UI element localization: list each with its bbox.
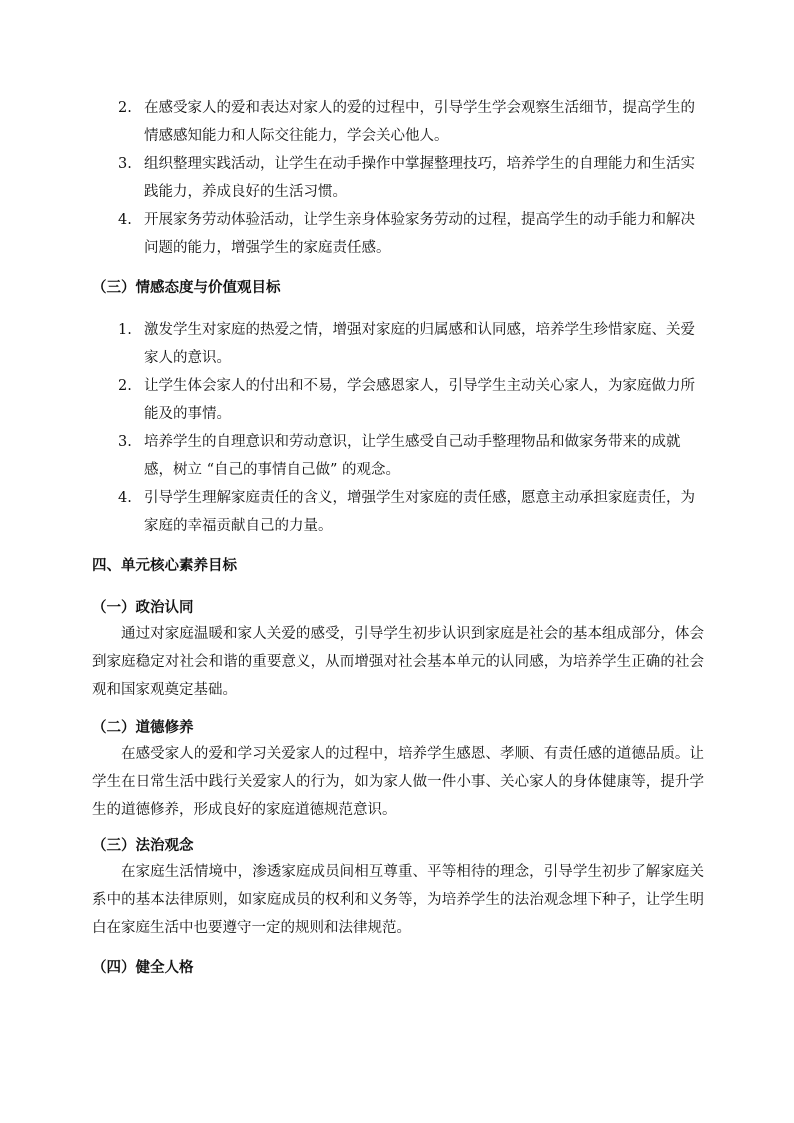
- section-paragraph: 在家庭生活情境中，渗透家庭成员间相互尊重、平等相待的理念，引导学生初步了解家庭关系中的基本法律原则，如家庭成员的权利和义务等，为培养学生的法治观念埋下种子，让学生明白在家庭生活中也要遵守一定的规则和法律规范。: [92, 864, 704, 936]
- section-heading: （一）政治认同: [92, 600, 194, 616]
- section-heading: （三）情感态度与价值观目标: [92, 280, 281, 296]
- section-paragraph: 通过对家庭温暖和家人关爱的感受，引导学生初步认识到家庭是社会的基本组成部分，体会到家庭稳定对社会和谐的重要意义，从而增强对社会基本单元的认同感，为培养学生正确的社会观和国家观奠定基础。: [92, 626, 704, 698]
- list-text: 激发学生对家庭的热爱之情，增强对家庭的归属感和认同感，培养学生珍惜家庭、关爱家人的意识。: [144, 322, 695, 366]
- list-number: 2.: [118, 378, 132, 394]
- list-number: 2.: [118, 100, 132, 116]
- list-item: [118, 94, 708, 150]
- list-number: 4.: [118, 490, 132, 506]
- section-heading: （四）健全人格: [92, 960, 194, 976]
- chapter-heading: 四、单元核心素养目标: [92, 558, 237, 574]
- section-heading: （三）法治观念: [92, 838, 194, 854]
- list-number: 3.: [118, 156, 132, 172]
- section-heading: （二）道德修养: [92, 720, 194, 736]
- list-number: 1.: [118, 322, 132, 338]
- list-text: 让学生体会家人的付出和不易，学会感恩家人，引导学生主动关心家人，为家庭做力所能及的事情。: [144, 378, 695, 422]
- list-text: 培养学生的自理意识和劳动意识，让学生感受自己动手整理物品和做家务带来的成就感，树立 “自己的事情自己做” 的观念。: [144, 434, 681, 478]
- list-item: [118, 484, 708, 540]
- list-item: [118, 372, 708, 428]
- list-item: [118, 150, 708, 206]
- list-text: 在感受家人的爱和表达对家人的爱的过程中，引导学生学会观察生活细节，提高学生的情感感知能力和人际交往能力，学会关心他人。: [144, 100, 695, 144]
- list-item: [118, 428, 708, 484]
- list-item: [118, 316, 708, 372]
- list-text: 开展家务劳动体验活动，让学生亲身体验家务劳动的过程，提高学生的动手能力和解决问题的能力，增强学生的家庭责任感。: [144, 212, 695, 256]
- list-item: [118, 206, 708, 262]
- list-number: 3.: [118, 434, 132, 450]
- list-number: 4.: [118, 212, 132, 228]
- list-text: 组织整理实践活动，让学生在动手操作中掌握整理技巧，培养学生的自理能力和生活实践能力，养成良好的生活习惯。: [144, 156, 695, 200]
- section-paragraph: 在感受家人的爱和学习关爱家人的过程中，培养学生感恩、孝顺、有责任感的道德品质。让学生在日常生活中践行关爱家人的行为，如为家人做一件小事、关心家人的身体健康等，提升学生的道德修养，形成良好的家庭道德规范意识。: [92, 746, 704, 818]
- list-text: 引导学生理解家庭责任的含义，增强学生对家庭的责任感，愿意主动承担家庭责任，为家庭的幸福贡献自己的力量。: [144, 490, 695, 534]
